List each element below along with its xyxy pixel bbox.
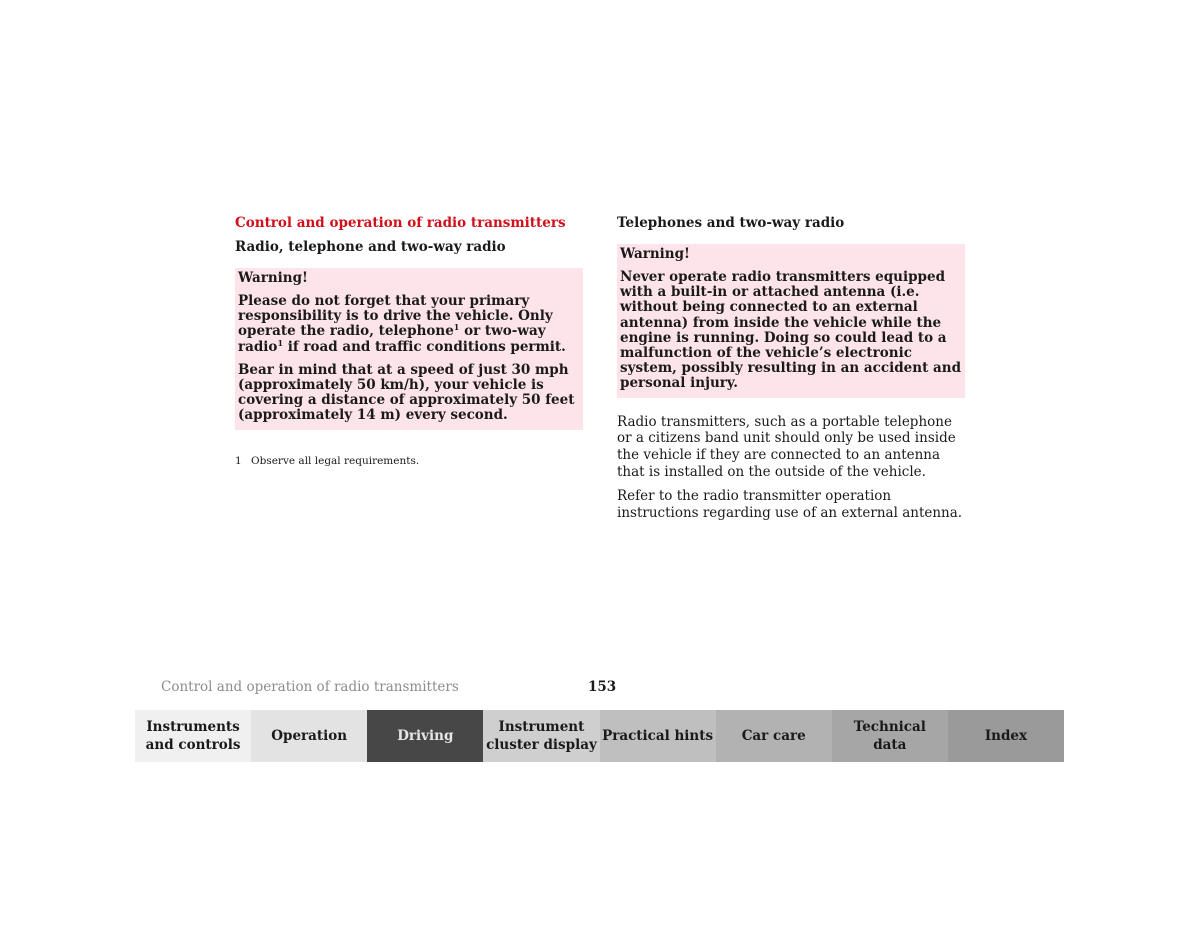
nav-tab-label: Technical (853, 719, 926, 735)
right-heading: Telephones and two-way radio (617, 215, 845, 231)
nav-tab-label: data (873, 737, 907, 753)
warning-title: Warning! (620, 246, 690, 262)
nav-tab-technical[interactable] (832, 710, 948, 762)
nav-tab-label: Practical hints (602, 728, 714, 744)
nav-tab-driving[interactable] (367, 710, 483, 762)
warning-title: Warning! (238, 270, 308, 286)
nav-tab-label: and controls (145, 737, 241, 753)
nav-tab-label: Driving (397, 728, 454, 744)
warning-paragraph-1: Please do not forget that your primary responsibility is to drive the vehicle. Only operate the radio, telephone$^1$ or two-way radio$^1$ if road and traffic conditions permit. (238, 293, 566, 355)
right-column (617, 214, 965, 528)
left-column (235, 214, 583, 468)
footnote (235, 454, 583, 468)
nav-tab-label: Car care (741, 728, 806, 744)
footer-section-title: Control and operation of radio transmitters (161, 679, 459, 695)
warning-paragraph-2: Bear in mind that at a speed of just 30 mph (approximately 50 km/h), your vehicle is covering a distance of approximately 50 feet (approximately 14 m) every second. (238, 361, 575, 424)
nav-tab-label: Instrument (498, 719, 585, 735)
footnote-ref: 1 (453, 322, 460, 333)
nav-tab-practical-hints[interactable] (600, 710, 716, 762)
nav-tab-label: Instruments (146, 719, 240, 735)
warning-box-right (617, 244, 965, 398)
nav-tab-index[interactable] (948, 710, 1064, 762)
body-paragraph-1: Radio transmitters, such as a portable telephone or a citizens band unit should only be used inside the vehicle if they are connected to an antenna that is installed on the outside of the vehicle. (617, 413, 956, 481)
nav-tab-operation[interactable] (251, 710, 367, 762)
body-paragraph-2: Refer to the radio transmitter operation instructions regarding use of an external antenna. (617, 487, 963, 521)
footnote-number: 1 (235, 454, 242, 467)
nav-tab-label: Operation (271, 728, 348, 744)
section-title: Control and operation of radio transmitters (235, 215, 566, 231)
nav-tab-label: Index (984, 728, 1028, 744)
nav-tab-instrument[interactable] (483, 710, 599, 762)
footnote-ref: 1 (277, 337, 284, 348)
warning-text: Never operate radio transmitters equipped with a built-in or attached antenna (i.e. without being connected to an external antenna) from inside the vehicle while the engine is running. Doing so could lead to a malfunction of the vehicle’s electronic system, possibly resulting in an accident and personal injury. (620, 269, 962, 392)
nav-tab-car-care[interactable] (716, 710, 832, 762)
nav-tab-instruments[interactable] (135, 710, 251, 762)
warning-box-left (235, 268, 583, 430)
page-number: 153 (588, 679, 617, 695)
section-subtitle: Radio, telephone and two-way radio (235, 239, 506, 255)
chapter-nav-bar (135, 710, 1064, 762)
nav-tab-label: cluster display (486, 737, 597, 753)
footnote-text: Observe all legal requirements. (251, 454, 420, 467)
